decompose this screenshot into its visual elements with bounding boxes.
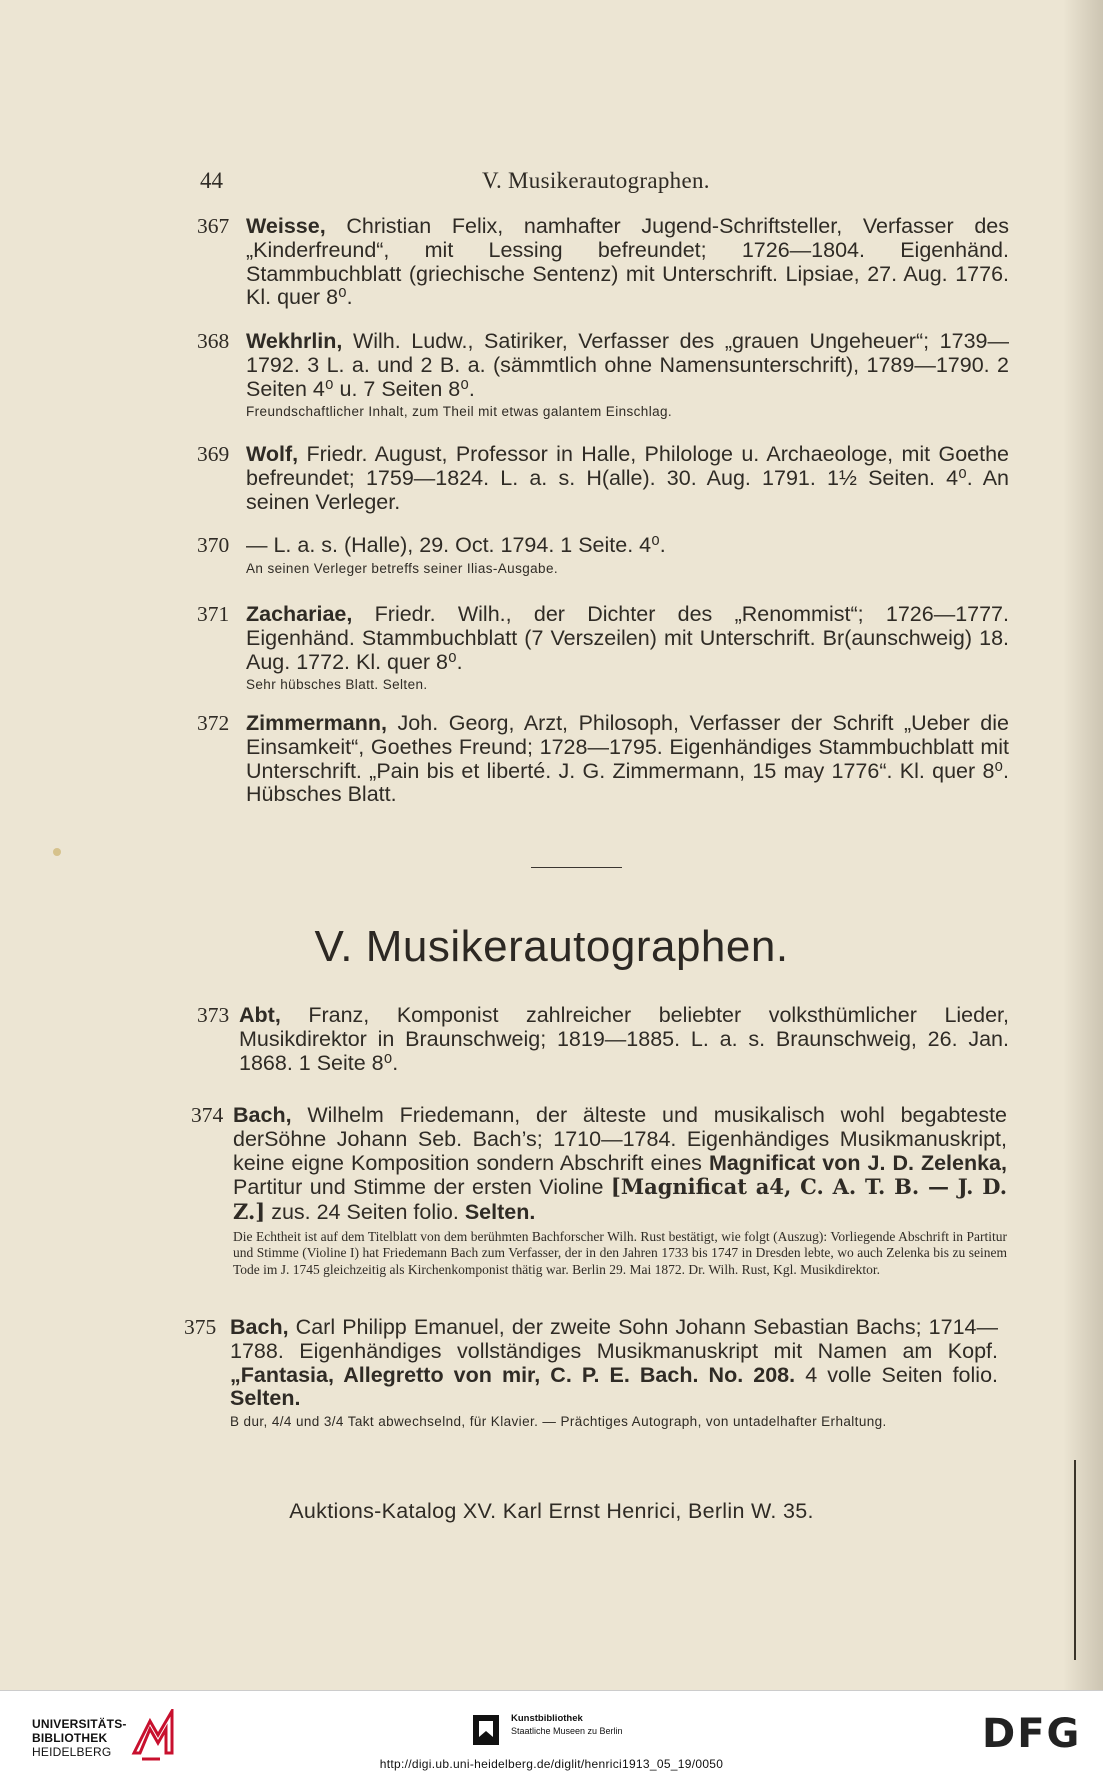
entry-text: Christian Felix, namhafter Jugend-Schriftsteller, Verfasser des „Kinderfreund“, mit Lessing befreundet; 1726—1804. Eigenhänd. Stammbuchblatt (griechische Sentenz) mit Unterschrift. Lipsiae, 27. Aug. 1776. Kl. quer 8⁰. [246,214,1009,310]
catalog-entry [197,330,1009,420]
kb-line-2: Staatliche Museen zu Berlin [511,1726,623,1736]
entry-text: Friedr. August, Professor in Halle, Philologe u. Archaeologe, mit Goethe befreundet; 1759—1824. L. a. s. H(alle). 30. Aug. 1791. 1½ Seiten. 4⁰. An seinen Verleger. [246,442,1009,514]
heidelberg-library-logo[interactable] [16,1717,186,1761]
uni-line-3: HEIDELBERG [32,1745,112,1759]
entry-number: 372 [197,711,230,735]
entry-text: Wilhelm Friedemann, der älteste und musikalisch wohl begabteste derSöhne Johann Seb. Bach’s; 1710—1784. Eigenhändiges Musikmanuskript, keine eigne Komposition sondern Abschrift eines [233,1103,1007,1175]
running-title: V. Musikerautographen. [482,168,710,193]
permalink-url[interactable]: http://digi.ub.uni-heidelberg.de/diglit/henrici1913_05_19/0050 [379,1757,724,1771]
entry-number: 368 [197,329,230,353]
entry-number: 367 [197,214,230,238]
catalog-entry [197,215,1009,310]
entry-name: Zachariae, [246,602,353,626]
entry-number: 375 [184,1315,217,1339]
entry-text: Joh. Georg, Arzt, Philosoph, Verfasser der Schrift „Ueber die Einsamkeit“, Goethes Freund; 1728—1795. Eigenhändiges Stammbuchblatt mit Unterschrift. „Pain bis et liberté. J. G. Zimmermann, 15 may 1776“. Kl. quer 8⁰. Hübsches Blatt. [246,711,1009,807]
page-number: 44 [200,168,223,193]
section-title: V. Musikerautographen. [314,922,789,971]
catalog-entry [197,712,1009,807]
library-emblem-icon [128,1709,188,1761]
catalog-entry [184,1316,998,1430]
page-edge-shadow [1063,0,1103,1690]
catalog-entry [191,1104,1007,1278]
entry-text: — L. a. s. (Halle), 29. Oct. 1794. 1 Seite. 4⁰. [246,533,666,557]
entry-text: Wilh. Ludw., Satiriker, Verfasser des „grauen Ungeheuer“; 1739—1792. 3 L. a. und 2 B. a. (sämmtlich ohne Namensunterschrift), 1789—1790. 2 Seiten 4⁰ u. 7 Seiten 8⁰. [246,329,1009,401]
uni-line-1: UNIVERSITÄTS- [32,1717,127,1731]
section-divider [531,867,622,868]
entry-name: Bach, [233,1103,292,1127]
catalog-entry [197,1004,1009,1075]
entry-name: Wekhrlin, [246,329,343,353]
dfg-logo[interactable]: DFG [982,1711,1082,1757]
entry-text: Carl Philipp Emanuel, der zweite Sohn Johann Sebastian Bachs; 1714—1788. Eigenhändiges vollständiges Musikmanuskript mit Namen am Kopf. [230,1315,998,1363]
entry-text: zus. 24 Seiten folio. [265,1200,465,1225]
ink-spot [53,848,61,856]
entry-number: 370 [197,533,230,557]
uni-line-2: BIBLIOTHEK [32,1731,108,1745]
kunstbibliothek-emblem-icon [471,1713,501,1747]
entry-name: Bach, [230,1315,289,1339]
entry-note: An seinen Verleger betreffs seiner Ilias-Ausgabe. [246,560,559,576]
entry-name: Zimmermann, [246,711,387,735]
entry-name: Wolf, [246,442,299,466]
catalog-footer: Auktions-Katalog XV. Karl Ernst Henrici, Berlin W. 35. [289,1499,814,1523]
entry-name: Weisse, [246,214,326,238]
kb-line-1: Kunstbibliothek [511,1713,583,1724]
entry-rarity: Selten. [230,1386,301,1411]
entry-number: 373 [197,1003,230,1027]
catalog-entry [197,603,1009,693]
entry-text: Franz, Komponist zahlreicher beliebter volksthümlicher Lieder, Musikdirektor in Braunschweig; 1819—1885. L. a. s. Braunschweig, 26. Jan. 1868. 1 Seite 8⁰. [239,1003,1009,1075]
entry-number: 369 [197,442,230,466]
catalog-entry [197,443,1009,514]
page-binding-edge [1074,1460,1076,1660]
digitization-banner [0,1690,1103,1775]
entry-number: 371 [197,602,230,626]
entry-title-bold: „Fantasia, Allegretto von mir, C. P. E. Bach. No. 208. [230,1362,796,1387]
fraktur-title: [Magnificat a4, C. A. T. B. — J. D. Z.] [233,1174,1007,1225]
entry-note: Freundschaftlicher Inhalt, zum Theil mit etwas galantem Einschlag. [246,404,673,420]
entry-title-bold: Magnificat von J. D. Zelenka, [708,1150,1007,1175]
entry-note: Die Echtheit ist auf dem Titelblatt von dem berühmten Bachforscher Wilh. Rust bestätigt, wie folgt (Auszug): Vorliegende Abschrift in Partitur und Stimme (Violine I) hat Friedemann Bach zum Verfasser, der in den Jahren 1733 bis 1747 in Dresden lebte, wo auch Zelenka bis zu seinem Tode im J. 1745 gleichzeitig als Kirchenkomponist thätig war. Berlin 29. Mai 1872. Dr. Wilh. Rust, Kgl. Musikdirektor. [233,1228,1007,1277]
entry-text: Friedr. Wilh., der Dichter des „Renommist“; 1726—1777. Eigenhänd. Stammbuchblatt (7 Verszeilen) mit Unterschrift. Br(aunschweig) 18. Aug. 1772. Kl. quer 8⁰. [246,602,1009,674]
entry-rarity: Selten. [464,1200,536,1225]
entry-text: 4 volle Seiten folio. [795,1362,998,1387]
kunstbibliothek-logo[interactable] [471,1713,641,1753]
entry-name: Abt, [239,1003,281,1027]
catalog-entry [197,534,1009,577]
entry-note: B dur, 4/4 und 3/4 Takt abwechselnd, für Klavier. — Prächtiges Autograph, von untadelhafter Erhaltung. [230,1414,887,1430]
entry-number: 374 [191,1103,224,1127]
entry-note: Sehr hübsches Blatt. Selten. [246,677,428,693]
entry-text: Partitur und Stimme der ersten Violine [233,1175,611,1200]
